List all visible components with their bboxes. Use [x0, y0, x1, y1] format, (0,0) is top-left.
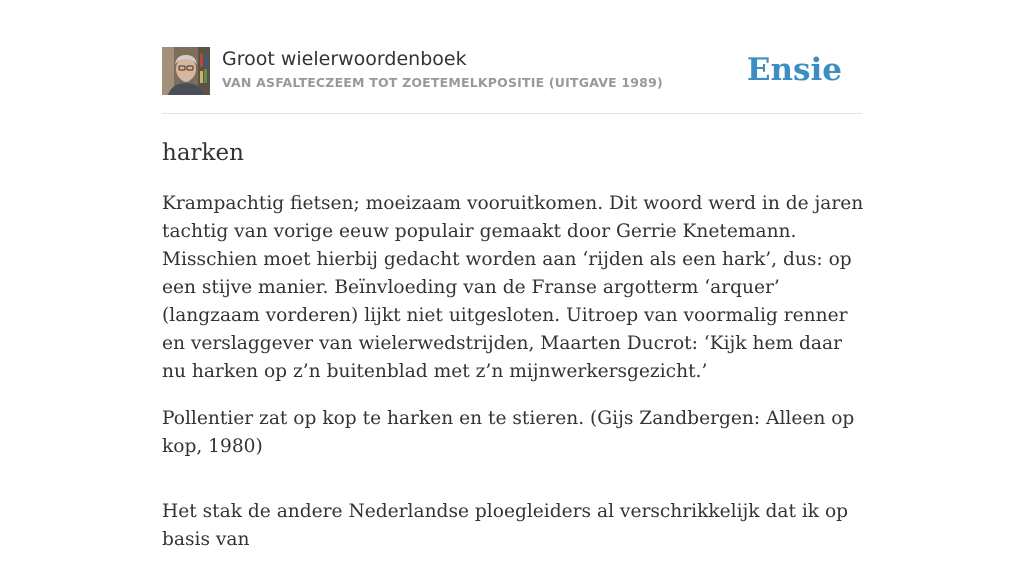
definition-paragraph: Krampachtig fietsen; moeizaam vooruitkomen. Dit woord werd in de jaren tachtig van vorige eeuw populair gemaakt door Gerrie Knetemann. Misschien moet hierbij gedacht worden aan ‘rijden als een hark’, dus: op een stijve manier. Beïnvloeding van de Franse argotterm ‘arquer’ (langzaam vorderen) lijkt niet uitgesloten. Uitroep van voormalig renner en verslaggever van wielerwedstrijden, Maarten Ducrot: ‘Kijk hem daar nu harken op z’n buitenblad met z’n mijnwerkersgezicht.’ — [162, 193, 864, 382]
quote-paragraph: Het stak de andere Nederlandse ploegleiders al verschrikkelijk dat ik op basis van — [162, 501, 849, 550]
dictionary-header — [162, 47, 862, 95]
ensie-logo-link[interactable]: Ensie — [746, 52, 842, 88]
author-photo-icon — [162, 47, 210, 95]
quote-paragraph: Pollentier zat op kop te harken en te stieren. (Gijs Zandbergen: Alleen op kop, 1980) — [162, 408, 855, 457]
book-subtitle: VAN ASFALTECZEEM TOT ZOETEMELKPOSITIE (UITGAVE 1989) — [222, 75, 663, 90]
header-divider — [162, 113, 862, 114]
entry-definition — [162, 190, 866, 573]
book-title[interactable]: Groot wielerwoordenboek — [222, 48, 467, 70]
entry-term: harken — [162, 140, 244, 166]
author-avatar[interactable] — [162, 47, 210, 95]
